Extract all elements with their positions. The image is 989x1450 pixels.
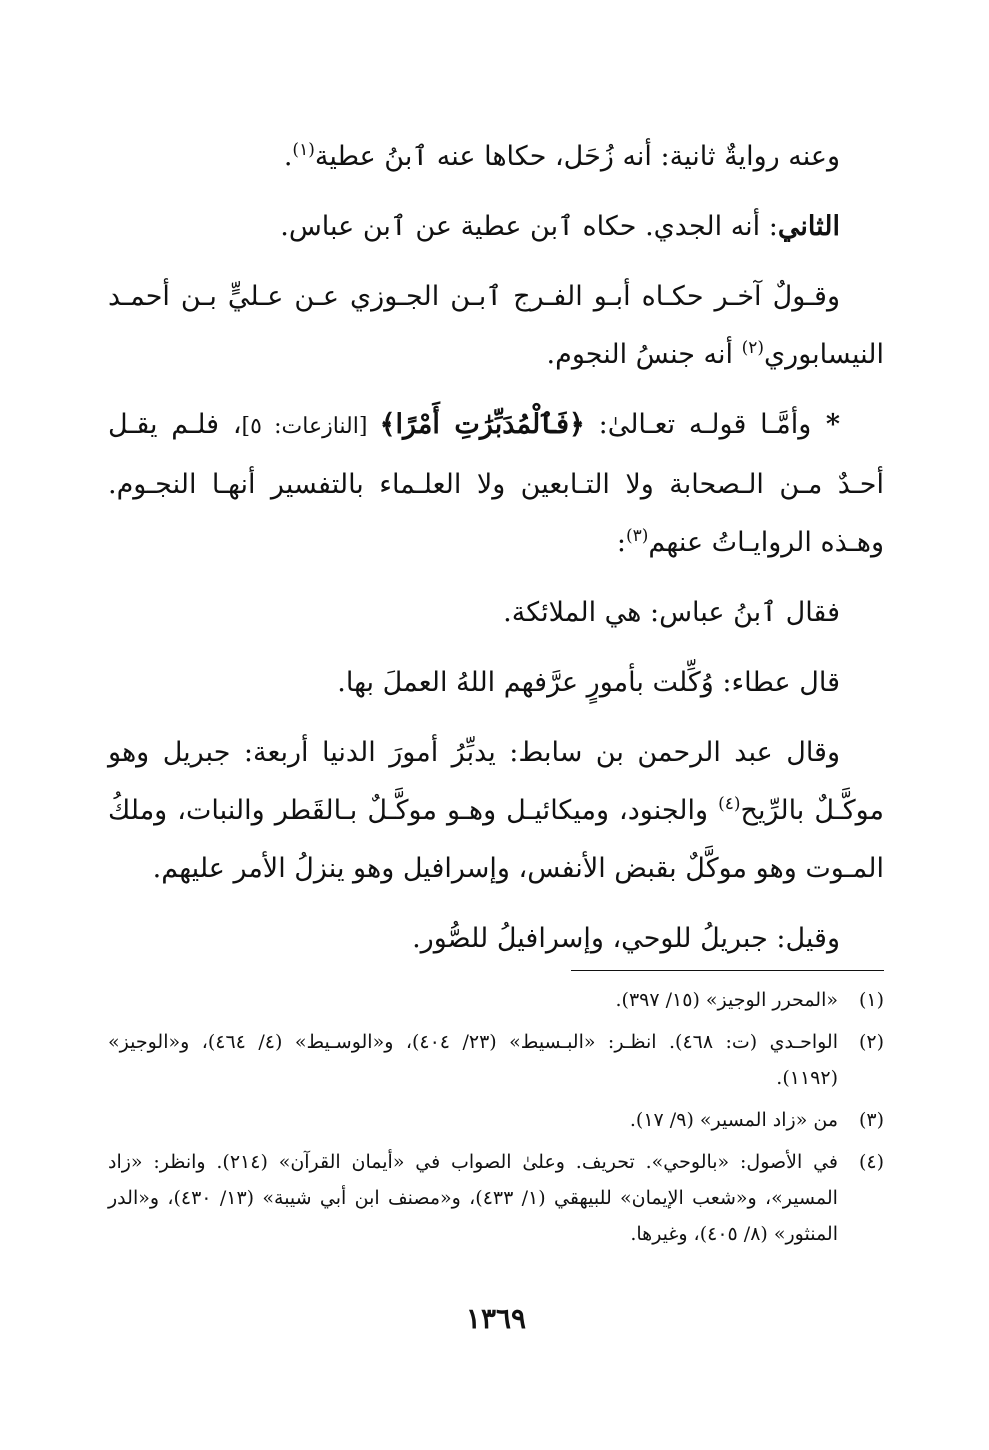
main-text xyxy=(108,128,884,968)
paragraph-2-text: : أنه الجدي. حكاه ٱبن عطية عن ٱبن عباس. xyxy=(280,211,778,242)
footnote-ref-4: (٤) xyxy=(718,794,741,814)
paragraph-8-text: وقيل: جبريلُ للوحي، وإسرافيلُ للصُّور. xyxy=(412,923,840,954)
paragraph-6 xyxy=(108,654,884,712)
paragraph-1 xyxy=(108,128,884,186)
paragraph-7-text: وقال عبد الرحمن بن سابط: يدبِّرُ أمورَ الدنيا أربعة: جبريل وهو موكَّـلٌ بالرِّيح xyxy=(108,737,884,826)
footnote-item xyxy=(108,1024,884,1096)
paragraph-4 xyxy=(108,396,884,572)
paragraph-6-text: قال عطاء: وُكِّلت بأمورٍ عرَّفهم اللهُ العملَ بها. xyxy=(337,667,840,698)
footnote-number: (٤) xyxy=(858,1151,884,1173)
footnote-item xyxy=(108,982,884,1018)
paragraph-3-text: وقـولٌ آخـر حكـاه أبـو الفـرج ٱبـن الجـوزي عـن عـليٍّ بـن أحمـد النيسابوري xyxy=(108,281,884,370)
footnote-number: (١) xyxy=(858,989,884,1011)
quran-verse: ﴿فَٱلْمُدَبِّرَٰتِ أَمْرًا﴾ xyxy=(379,409,585,440)
footnote-text: من «زاد المسير» (٩/ ١٧). xyxy=(629,1109,838,1131)
paragraph-4-rest: ، فلـم يقـل أحـدٌ مـن الـصحابة ولا التـابعين ولا العلـماء بالتفسير أنهـا النجـوم. وهـذه الروايـاتُ عنهم xyxy=(108,409,884,558)
page-number: ١٣٦٩ xyxy=(465,1302,527,1335)
star-marker: * xyxy=(811,409,840,440)
paragraph-7 xyxy=(108,724,884,898)
footnote-ref-2: (٢) xyxy=(741,338,765,358)
paragraph-2 xyxy=(108,198,884,256)
footnote-ref-3: (٣) xyxy=(626,526,649,546)
footnote-text: «المحرر الوجيز» (١٥/ ٣٩٧). xyxy=(615,989,838,1011)
footnote-divider xyxy=(571,970,884,971)
footnote-text: في الأصول: «بالوحي». تحريف. وعلىٰ الصواب في «أيمان القرآن» (٢١٤). وانظر: «زاد المسير»، و«شعب الإيمان» للبيهقي (١/ ٤٣٣)، و«مصنف ابن أبي شيبة» (١٣/ ٤٣٠)، و«الدر المنثور» (٨/ ٤٠٥)، وغيرها. xyxy=(108,1151,838,1245)
paragraph-5-text: فقال ٱبنُ عباس: هي الملائكة. xyxy=(503,597,840,628)
verse-reference: [النازعات: ٥] xyxy=(241,414,380,439)
paragraph-2-lead: الثاني xyxy=(777,211,840,242)
footnote-text: الواحـدي (ت: ٤٦٨). انظـر: «البـسيط» (٢٣/ ٤٠٤)، و«الوسـيط» (٤/ ٤٦٤)، و«الوجيز» (١١٩٢). xyxy=(108,1031,838,1089)
footnote-item xyxy=(108,1144,884,1252)
footnote-number: (٣) xyxy=(858,1109,884,1131)
paragraph-3 xyxy=(108,268,884,384)
paragraph-1-text: وعنه روايةٌ ثانية: أنه زُحَل، حكاها عنه ٱبنُ عطية xyxy=(314,141,840,172)
paragraph-7-rest: والجنود، وميكائيـل وهـو موكَّـلٌ بـالقَطر والنبات، وملكُ المـوت وهو موكَّلٌ بقبض الأنفس، وإسرافيل وهو ينزلُ الأمر عليهم. xyxy=(108,795,884,884)
footnote-ref-1: (١) xyxy=(292,140,315,160)
footnote-item xyxy=(108,1102,884,1138)
footnotes xyxy=(108,982,884,1258)
paragraph-1-end: . xyxy=(283,141,293,172)
footnote-number: (٢) xyxy=(858,1031,884,1053)
paragraph-4-end: : xyxy=(616,527,626,558)
paragraph-3-end: أنه جنسُ النجوم. xyxy=(546,339,742,370)
paragraph-5 xyxy=(108,584,884,642)
book-page xyxy=(108,0,884,1450)
paragraph-4-start: وأمَّـا قولـه تعـالىٰ: xyxy=(584,409,812,440)
paragraph-8 xyxy=(108,910,884,968)
